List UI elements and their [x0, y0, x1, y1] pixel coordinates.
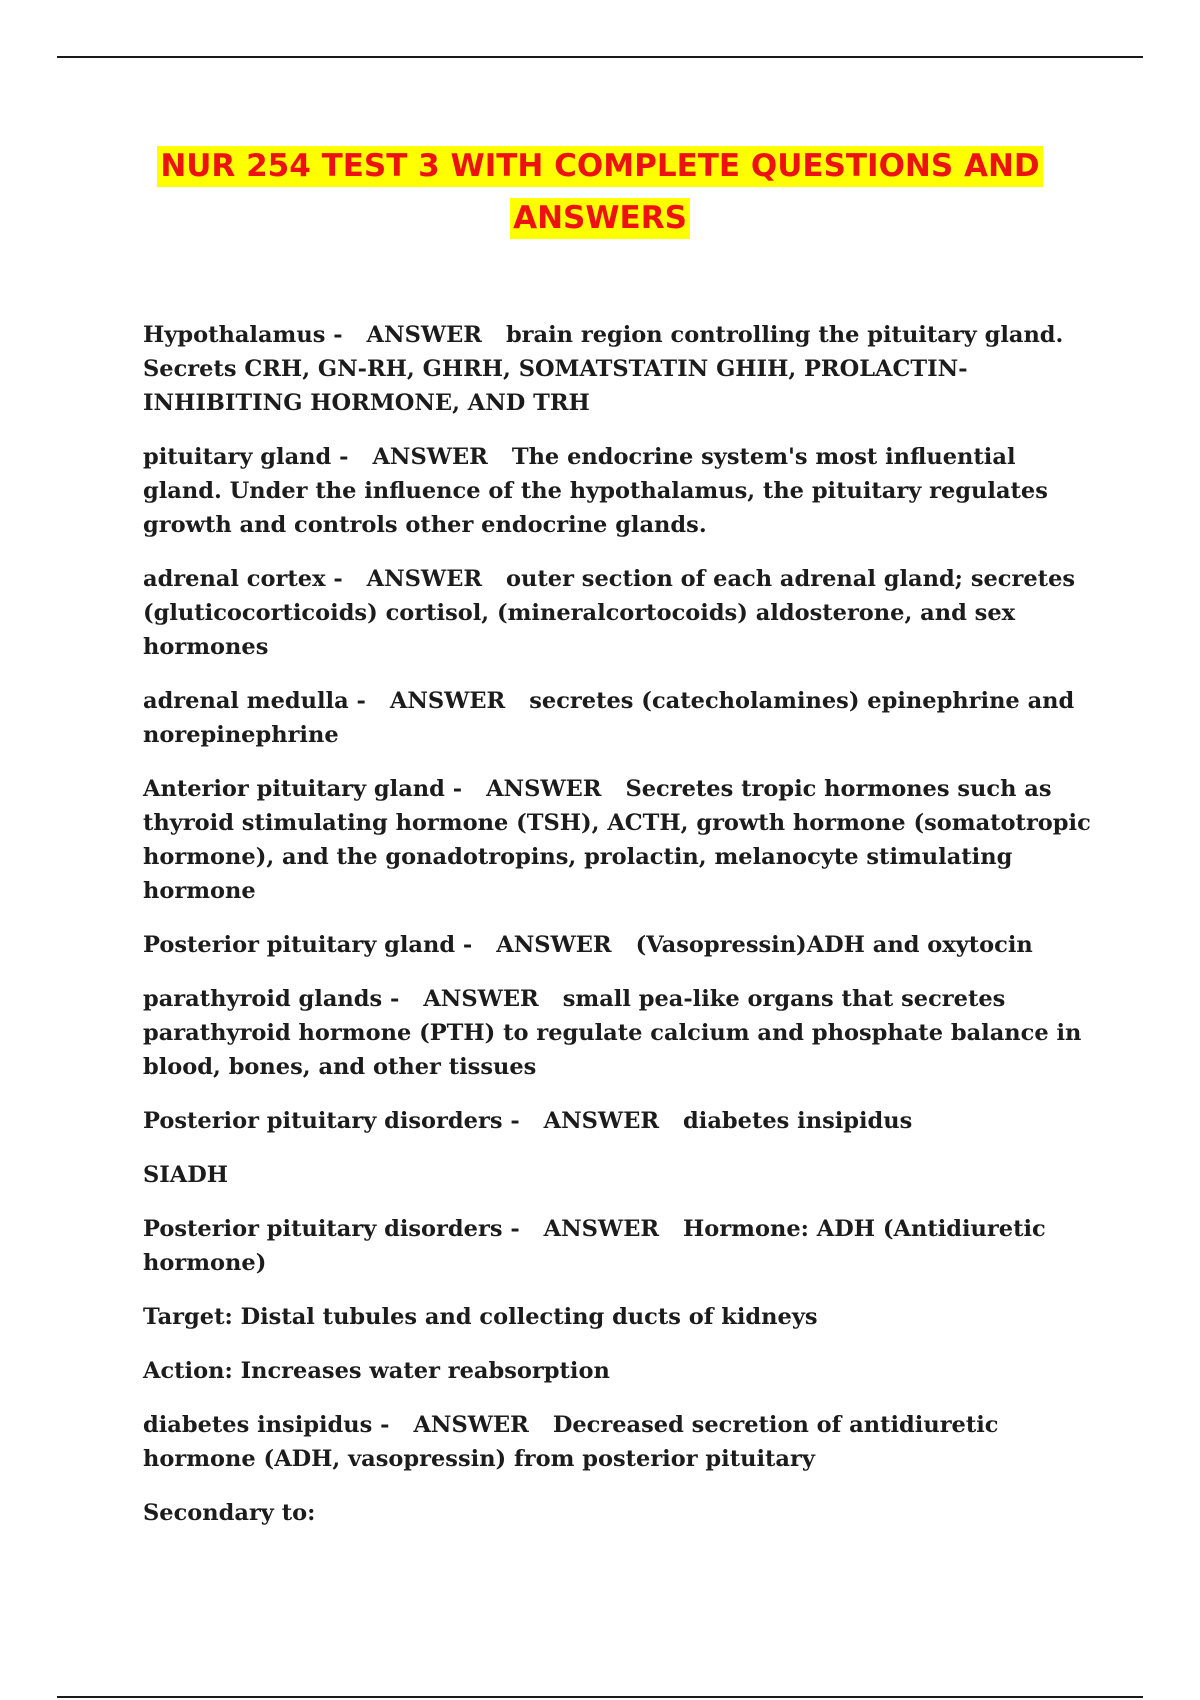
entry-definition: brain region controlling the pituitary gland. Secrets CRH, GN-RH, GHRH, SOMATSTATIN GHIH, PROLACTIN-INHIBITING HORMONE, AND TRH — [143, 322, 1064, 416]
qa-entry — [143, 1212, 1098, 1280]
entry-term: parathyroid glands - — [143, 986, 400, 1012]
entry-definition: Hormone: ADH (Antidiuretic hormone) — [143, 1216, 1046, 1276]
entry-term: Posterior pituitary disorders - — [143, 1108, 520, 1134]
answer-label: ANSWER — [423, 986, 539, 1012]
entry-term: diabetes insipidus - — [143, 1412, 390, 1438]
top-divider — [57, 56, 1143, 58]
entry-term: Posterior pituitary disorders - — [143, 1216, 520, 1242]
qa-entry — [143, 318, 1098, 420]
note-action: Action: Increases water reabsorption — [143, 1358, 610, 1384]
entry-term: Hypothalamus - — [143, 322, 343, 348]
answer-label: ANSWER — [366, 566, 483, 592]
answer-label: ANSWER — [366, 322, 482, 348]
entry-definition: diabetes insipidus — [683, 1108, 913, 1134]
qa-list — [143, 318, 1098, 1550]
answer-label: ANSWER — [413, 1412, 529, 1438]
title-line-1: NUR 254 TEST 3 WITH COMPLETE QUESTIONS AND — [157, 146, 1042, 187]
qa-entry — [143, 1104, 1098, 1138]
qa-entry — [143, 772, 1098, 908]
answer-label: ANSWER — [543, 1216, 660, 1242]
entry-definition: secretes (catecholamines) epinephrine and norepinephrine — [143, 688, 1075, 748]
entry-definition: Decreased secretion of antidiuretic hormone (ADH, vasopressin) from posterior pituitary — [143, 1412, 999, 1472]
answer-label: ANSWER — [543, 1108, 660, 1134]
title-line-2: ANSWERS — [510, 198, 690, 239]
bottom-divider — [57, 1696, 1143, 1698]
entry-definition: The endocrine system's most influential gland. Under the influence of the hypothalamus, the pituitary regulates growth and controls other endocrine glands. — [143, 444, 1048, 538]
entry-term: adrenal cortex - — [143, 566, 343, 592]
document-title — [100, 140, 1100, 244]
qa-entry — [143, 1408, 1098, 1476]
answer-label: ANSWER — [496, 932, 612, 958]
note-siadh: SIADH — [143, 1162, 229, 1188]
entry-term: Anterior pituitary gland - — [143, 776, 463, 802]
qa-entry — [143, 440, 1098, 542]
entry-term: pituitary gland - — [143, 444, 349, 470]
entry-definition: Secretes tropic hormones such as thyroid stimulating hormone (TSH), ACTH, growth hormone (somatotropic hormone), and the gonadotropins, prolactin, melanocyte stimulating hormone — [143, 776, 1091, 904]
qa-entry — [143, 928, 1098, 962]
note-secondary: Secondary to: — [143, 1500, 316, 1526]
qa-entry — [143, 562, 1098, 664]
entry-definition: small pea-like organs that secretes parathyroid hormone (PTH) to regulate calcium and phosphate balance in blood, bones, and other tissues — [143, 986, 1082, 1080]
qa-entry — [143, 982, 1098, 1084]
answer-label: ANSWER — [389, 688, 506, 714]
entry-definition: outer section of each adrenal gland; secretes (gluticocorticoids) cortisol, (mineralcortocoids) aldosterone, and sex hormones — [143, 566, 1076, 660]
entry-term: adrenal medulla - — [143, 688, 366, 714]
entry-definition: (Vasopressin)ADH and oxytocin — [635, 932, 1033, 958]
entry-term: Posterior pituitary gland - — [143, 932, 473, 958]
answer-label: ANSWER — [372, 444, 488, 470]
qa-entry — [143, 684, 1098, 752]
answer-label: ANSWER — [486, 776, 602, 802]
note-target: Target: Distal tubules and collecting ducts of kidneys — [143, 1304, 818, 1330]
